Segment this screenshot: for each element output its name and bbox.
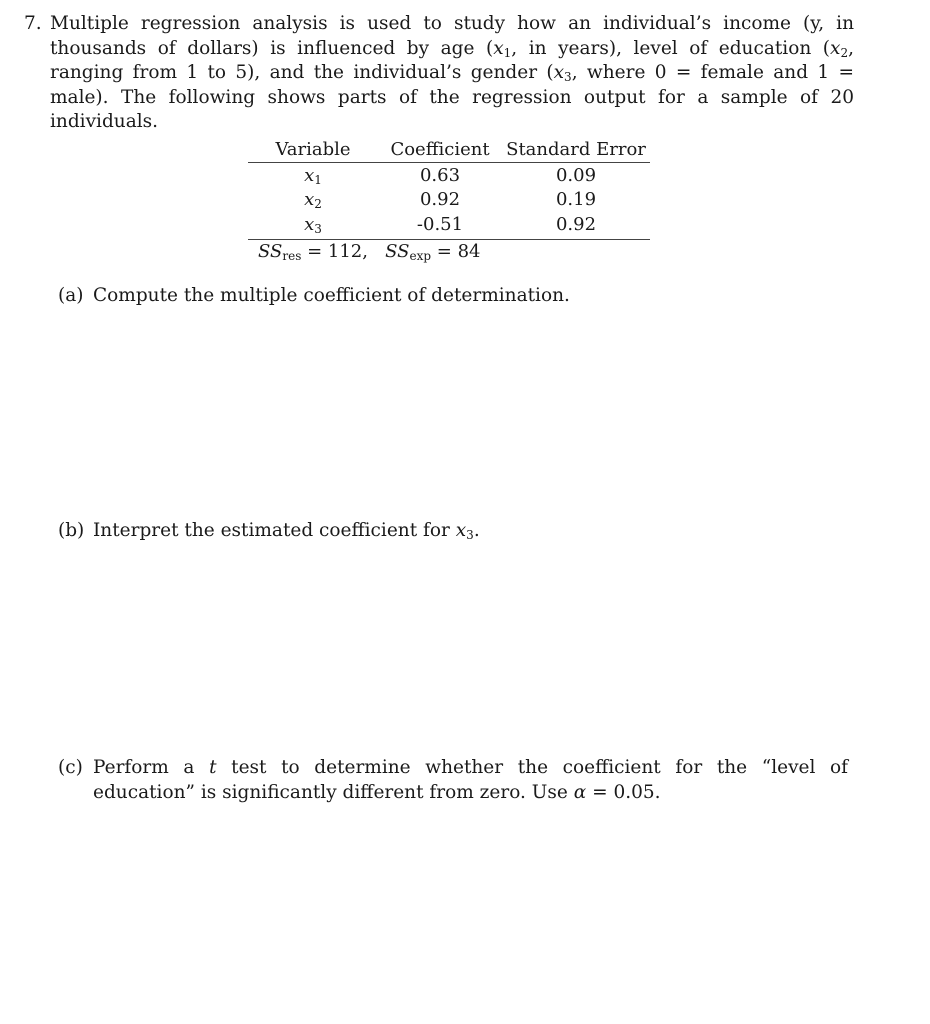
ss-res-symbol: $SS_{res}$ <box>258 240 302 263</box>
var-x3: $x_3$ <box>455 520 474 542</box>
header-standard-error: Standard Error <box>506 138 646 160</box>
row-coefficient: 0.63 <box>419 164 461 186</box>
table-header-row <box>248 136 650 163</box>
header-variable: Variable <box>275 138 351 160</box>
part-c-label: (c) <box>58 757 83 778</box>
problem-number: 7. <box>24 13 42 34</box>
row-standard-error: 0.92 <box>555 213 597 235</box>
header-coefficient: Coefficient <box>390 138 490 160</box>
var-x2: $x_2$ <box>830 37 849 60</box>
row-standard-error: 0.19 <box>555 189 597 211</box>
t-symbol: t <box>209 757 217 778</box>
intro-text-2: , in years), level of education ( <box>511 37 831 59</box>
var-x3: $x_3$ <box>553 62 572 84</box>
row-standard-error: 0.09 <box>555 164 597 186</box>
coefficient-table <box>248 136 650 239</box>
regression-output-table <box>248 136 650 264</box>
intro-text-3: , ranging from 1 to 5), and the individual’s gender ( <box>50 37 854 83</box>
row-coefficient: 0.92 <box>419 189 461 211</box>
row-coefficient: -0.51 <box>416 213 464 235</box>
intro-text-4: , where 0 = female and 1 = male). The following shows parts of the regression output for a sample of 20 individuals. <box>50 62 854 132</box>
intro-text-1: Multiple regression analysis is used to study how an individual’s income (y, in thousands of dollars) is influenced by age ( <box>50 13 854 59</box>
part-c <box>58 756 848 805</box>
part-b-text: Interpret the estimated coefficient for $x_3$. <box>93 520 480 542</box>
sum-of-squares-line <box>248 240 650 264</box>
alpha-symbol: α <box>573 781 587 803</box>
table-row <box>248 163 650 188</box>
ss-res-value: = 112, <box>301 240 368 262</box>
table-row <box>248 188 650 213</box>
row-variable: $x_2$ <box>304 189 322 212</box>
part-b-label: (b) <box>58 520 85 541</box>
var-x1: $x_1$ <box>493 37 512 60</box>
table-row <box>248 212 650 239</box>
row-variable: $x_3$ <box>304 213 322 236</box>
row-variable: $x_1$ <box>304 164 322 187</box>
ss-exp-value: = 84 <box>431 240 481 262</box>
part-a-text: Compute the multiple coefficient of determination. <box>93 285 570 306</box>
ss-exp-symbol: $SS_{exp}$ <box>385 240 432 263</box>
problem-7 <box>24 12 854 135</box>
part-a-label: (a) <box>58 285 84 306</box>
part-b <box>58 519 848 544</box>
part-c-text: Perform a t test to determine whether the coefficient for the “level of education” is significantly different from zero. Use α = 0.05. <box>93 757 849 803</box>
part-a <box>58 284 848 309</box>
problem-statement <box>50 12 854 135</box>
